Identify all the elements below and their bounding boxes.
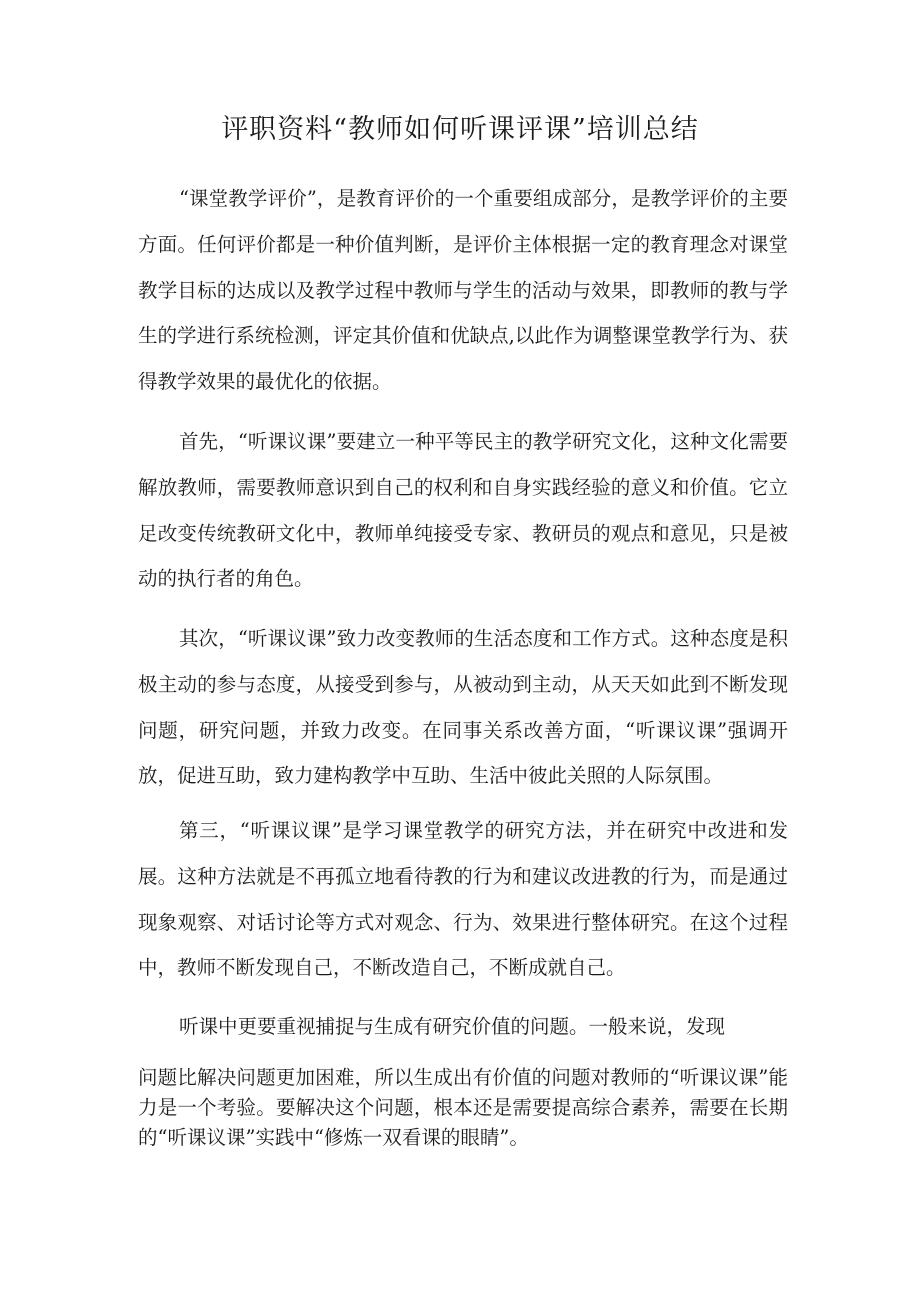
paragraph-5 [138, 1012, 788, 1153]
paragraph-1: “课堂教学评价”，是教育评价的一个重要组成部分，是教学评价的主要方面。任何评价都是一种价值判断，是评价主体根据一定的教育理念对课堂教学目标的达成以及教学过程中教师与学生的活动与效果，即教师的教与学生的学进行系统检测，评定其价值和优缺点,以此作为调整课堂教学行为、获得教学效果的最优化的依据。 [138, 187, 788, 394]
document-title: 评职资料“教师如何听课评课”培训总结 [221, 114, 699, 145]
paragraph-5-rest: 问题比解决问题更加困难，所以生成出有价值的问题对教师的“听课议课”能力是一个考验。要解决这个问题，根本还是需要提高综合素养，需要在长期的“听课议课”实践中“修炼一双看课的眼睛”。 [138, 1066, 788, 1149]
paragraph-4: 第三，“听课议课”是学习课堂教学的研究方法，并在研究中改进和发展。这种方法就是不再孤立地看待教的行为和建议改进教的行为，而是通过现象观察、对话讨论等方式对观念、行为、效果进行整体研究。在这个过程中，教师不断发现自己，不断改造自己，不断成就自己。 [138, 819, 788, 980]
paragraph-5-first-line: 听课中更要重视捕捉与生成有研究价值的问题。一般来说，发现 [178, 1015, 725, 1038]
paragraph-2: 首先，“听课议课”要建立一种平等民主的教学研究文化，这种文化需要解放教师，需要教师意识到自己的权利和自身实践经验的意义和价值。它立足改变传统教研文化中，教师单纯接受专家、教研员的观点和意见，只是被动的执行者的角色。 [138, 430, 788, 591]
paragraph-3: 其次，“听课议课”致力改变教师的生活态度和工作方式。这种态度是积极主动的参与态度，从接受到参与，从被动到主动，从天天如此到不断发现问题，研究问题，并致力改变。在同事关系改善方面，“听课议课”强调开放，促进互助，致力建构教学中互助、生活中彼此关照的人际氛围。 [138, 627, 788, 788]
